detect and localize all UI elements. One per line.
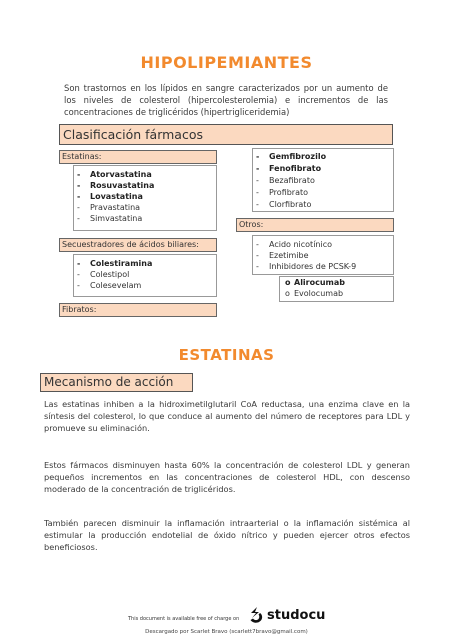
list-item bbox=[74, 213, 216, 224]
bullet-marker: - bbox=[77, 270, 80, 279]
bullet-marker: - bbox=[77, 203, 80, 212]
list-item-text: Lovastatina bbox=[90, 192, 143, 201]
list-item bbox=[74, 180, 216, 191]
classification-heading: Clasificación fármacos bbox=[59, 124, 393, 145]
bullet-marker: - bbox=[77, 214, 80, 223]
secuestradores-list-box bbox=[73, 254, 217, 297]
list-item-text: Inhibidores de PCSK-9 bbox=[269, 262, 357, 271]
list-item bbox=[74, 191, 216, 202]
bullet-marker: o bbox=[285, 289, 290, 298]
bullet-marker: - bbox=[256, 164, 260, 173]
list-item-text: Atorvastatina bbox=[90, 170, 152, 179]
list-item-text: Gemfibrozilo bbox=[269, 152, 327, 161]
list-item bbox=[74, 269, 216, 280]
list-item bbox=[253, 261, 393, 272]
intro-paragraph: Son trastornos en los lípidos en sangre caracterizados por un aumento de los niveles de colesterol (hipercolesterolemia) e incrementos de las concentraciones de triglicéridos (hipertrigliceridemia) bbox=[64, 83, 388, 117]
bullet-marker: - bbox=[256, 262, 259, 271]
list-item-text: Bezafibrato bbox=[269, 176, 315, 185]
studocu-brand-text: studocu bbox=[267, 607, 326, 623]
fibratos-list-box bbox=[252, 148, 394, 212]
list-item-text: Profibrato bbox=[269, 188, 309, 197]
list-item-text: Clorfibrato bbox=[269, 200, 312, 209]
list-item-text: Fenofibrato bbox=[269, 164, 322, 173]
list-item-text: Acido nicotínico bbox=[269, 240, 332, 249]
bullet-marker: o bbox=[285, 278, 291, 287]
pcsk9-sublist bbox=[280, 277, 393, 299]
mechanism-paragraph-1: Las estatinas inhiben a la hidroximetilglutaril CoA reductasa, una enzima clave en la síntesis del colesterol, lo que conduce al aumento del número de receptores para LDL y promueve su eliminación. bbox=[44, 399, 410, 433]
studocu-brand[interactable] bbox=[248, 606, 325, 624]
estatinas-list-box bbox=[73, 165, 217, 231]
list-item bbox=[74, 258, 216, 269]
bullet-marker: - bbox=[256, 152, 260, 161]
list-item bbox=[253, 250, 393, 261]
list-item bbox=[74, 202, 216, 213]
list-item-text: Pravastatina bbox=[90, 203, 141, 212]
list-item-text: Simvastatina bbox=[90, 214, 143, 223]
fibratos-list bbox=[253, 149, 393, 211]
list-item-text: Evolocumab bbox=[294, 289, 344, 298]
list-item bbox=[280, 288, 393, 299]
list-item-text: Colesevelam bbox=[90, 281, 142, 290]
section-title-estatinas: ESTATINAS bbox=[178, 346, 275, 364]
footer-note: This document is available free of charge on bbox=[128, 616, 240, 622]
list-item-text: Colestiramina bbox=[90, 259, 153, 268]
studocu-logo-icon bbox=[248, 606, 264, 624]
otros-label: Otros: bbox=[236, 218, 394, 232]
page-title: HIPOLIPEMIANTES bbox=[140, 53, 313, 72]
list-item-text: Alirocumab bbox=[294, 278, 346, 287]
list-item bbox=[253, 239, 393, 250]
bullet-marker: - bbox=[77, 281, 80, 290]
list-item-text: Colestipol bbox=[90, 270, 130, 279]
mechanism-paragraph-3: También parecen disminuir la inflamación intraarterial o la inflamación sistémica al estimular la producción endotelial de óxido nítrico y pueden ejercer otros efectos beneficiosos. bbox=[44, 518, 410, 552]
secuestradores-label: Secuestradores de ácidos biliares: bbox=[59, 238, 217, 252]
otros-list-box bbox=[252, 235, 394, 275]
list-item bbox=[253, 151, 393, 163]
list-item bbox=[253, 175, 393, 187]
list-item-text: Rosuvastatina bbox=[90, 181, 155, 190]
bullet-marker: - bbox=[77, 192, 81, 201]
mechanism-heading: Mecanismo de acción bbox=[40, 373, 193, 392]
bullet-marker: - bbox=[256, 176, 259, 185]
list-item bbox=[74, 280, 216, 291]
list-item bbox=[253, 199, 393, 211]
pcsk9-sublist-box bbox=[279, 276, 394, 302]
bullet-marker: - bbox=[256, 240, 259, 249]
list-item bbox=[280, 277, 393, 288]
estatinas-label: Estatinas: bbox=[59, 150, 217, 164]
bullet-marker: - bbox=[77, 170, 81, 179]
secuestradores-list bbox=[74, 255, 216, 291]
list-item bbox=[74, 169, 216, 180]
list-item bbox=[253, 187, 393, 199]
bullet-marker: - bbox=[256, 200, 259, 209]
mechanism-paragraph-2: Estos fármacos disminuyen hasta 60% la concentración de colesterol LDL y generan pequeños incrementos en las concentraciones de colesterol HDL, con descenso moderado de la concentración de triglicéridos. bbox=[44, 460, 410, 494]
estatinas-list bbox=[74, 166, 216, 224]
otros-list bbox=[253, 236, 393, 272]
bullet-marker: - bbox=[77, 259, 81, 268]
list-item bbox=[253, 163, 393, 175]
bullet-marker: - bbox=[256, 251, 259, 260]
list-item-text: Ezetimibe bbox=[269, 251, 309, 260]
fibratos-label: Fibratos: bbox=[59, 303, 217, 317]
bullet-marker: - bbox=[77, 181, 81, 190]
bullet-marker: - bbox=[256, 188, 259, 197]
download-notice: Descargado por Scarlet Bravo (scarlett7bravo@gmail.com) bbox=[145, 629, 308, 635]
